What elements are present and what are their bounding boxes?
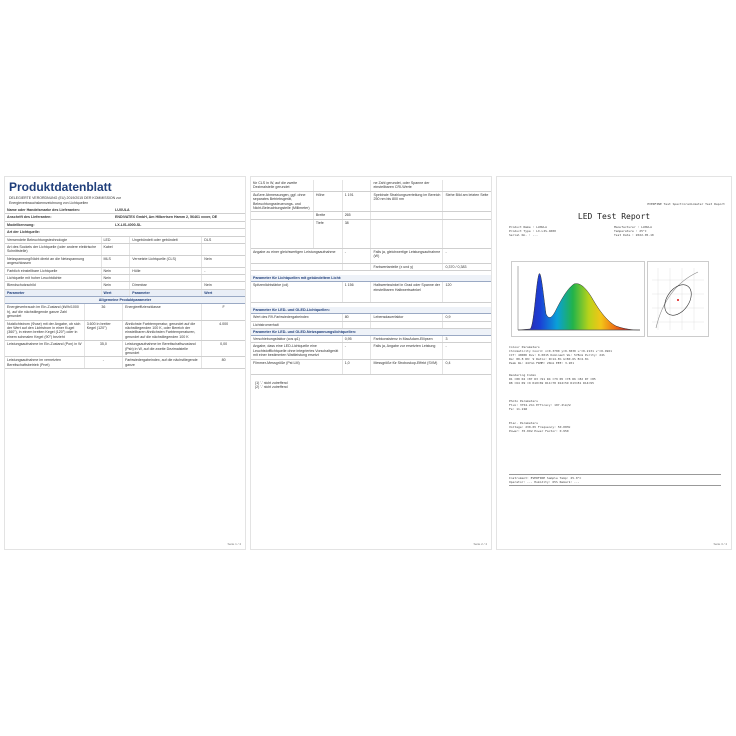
report-footer (509, 473, 721, 487)
info-item: Product Name : LUXULA (509, 225, 547, 229)
param-name: Äußere Abmessungen, ggf. ohne separates Betriebsgerät, Beleuchtungssteuerungs- und Nicht-Beleuchtungsteile (Millimeter) (251, 191, 313, 212)
table-row (251, 249, 491, 264)
param-name: Leistungsaufnahme im Ein-Zustand (Pon) in W (5, 341, 84, 357)
param-name: Halbwertswinkel in Grad oder Spanne der einstellbaren Halbwertswinkel (371, 282, 443, 303)
regulation-line: DELEGIERTE VERORDNUNG (EU) 2019/2015 DER KOMMISSION zur (9, 196, 121, 200)
regulation-line: Energieverbrauchskennzeichnung von Lichtquellen (9, 200, 89, 205)
param-name: Lichtstromerhalt (251, 321, 342, 328)
param-name: Höhe (313, 191, 342, 212)
param-name: Angabe zu einer gleichwertigen Leistungsaufnahme (251, 249, 342, 264)
elec-params-block (509, 421, 721, 433)
param-name (371, 212, 443, 219)
table-row (5, 282, 245, 289)
param-value: - (342, 343, 371, 359)
param-value: 0,4 (443, 359, 491, 374)
param-value (342, 321, 371, 328)
param-value: 1 156 (342, 282, 371, 303)
param-name: Falls ja, gleichwertige Leistungsaufnahme (W) (371, 249, 443, 264)
colour-params-block (509, 345, 721, 365)
table-row (5, 275, 245, 282)
param-name (251, 219, 313, 248)
divider (509, 474, 721, 475)
param-value: Nein (202, 255, 245, 267)
param-value: Siehe Bild am letzten Seite (443, 191, 491, 212)
param-value: - (84, 357, 122, 369)
param-name: Energieverbrauch im Ein-Zustand (kWh/1000 h), auf die nächstliegende ganze Zahl gerundet (5, 304, 84, 320)
test-report-page (496, 176, 732, 550)
cie-chart (647, 261, 709, 337)
param-line: R8 =64 R9 =9 R10=69 R11=78 R12=59 R13=81 R14=95 (509, 381, 594, 385)
param-name: Falls ja, Angabe zur ersetzten Leistung (371, 343, 443, 359)
param-value: 1 191 (342, 191, 371, 212)
info-item: Temperature : 25°C (614, 229, 647, 233)
param-value: 35,0 (84, 341, 122, 357)
param-line: Ra: 80.8 R9: 9 Ratio: R=14.8% G=80.6% B=4.6% (509, 357, 589, 361)
supplier-label: Art der Lichtquelle: (5, 229, 113, 236)
param-line: Fe: 11.22W (509, 407, 528, 411)
param-line: Peak WL: 447nm FWHM: 20nm EEE: 3.201 (509, 361, 575, 365)
section-title: Rendering Index (509, 373, 537, 377)
param-value: 4.000 (202, 320, 245, 341)
param-value: MLS (101, 255, 130, 267)
light-source-type-table (5, 237, 245, 298)
led-table (251, 314, 491, 329)
param-value: 0,00 (202, 341, 245, 357)
section-title: Allgemeine Produktparameter (5, 297, 245, 304)
datasheet-page-1 (4, 176, 246, 550)
col-header: Wert (202, 289, 245, 296)
param-name: Spektrale Strahlungsverteilung im Bereich 250 nm bis 800 nm (371, 191, 443, 212)
table-row (5, 244, 245, 256)
param-name: Energieeffizienzklasse (123, 304, 202, 320)
param-value: 3.600 in breiter Kegel (120°) (84, 320, 122, 341)
supplier-value: LUXULA (113, 207, 245, 214)
param-name: Lichtquelle mit hoher Leuchtdichte (5, 275, 101, 282)
param-header-row (5, 289, 245, 296)
param-name: Farbwiedergabeindex, auf die nächstliegende ganze (123, 357, 202, 369)
param-name: Blendschutzschild (5, 282, 101, 289)
section-title: Parameter für Lichtquellen mit gebündeltem Licht: (251, 275, 491, 282)
param-name: Ähnlichste Farbtemperatur, gerundet auf die nächstliegenden 100 K, oder Bereich der einstellbaren ähnlichsten Farbtemperaturen, gerundet auf die nächstliegenden 100 K (123, 320, 202, 341)
table-row (251, 282, 491, 303)
param-value: Nein (101, 282, 130, 289)
param-value (443, 180, 491, 191)
info-item: Manufacturer : LUXULA (614, 225, 652, 229)
param-value: LED (101, 237, 130, 244)
param-name: Flimmer-Messgröße (Pst LM) (251, 359, 342, 374)
param-name: Verwendete Beleuchtungstechnologie (5, 237, 101, 244)
param-value (342, 263, 371, 270)
param-name (371, 219, 443, 248)
mains-table (251, 336, 491, 375)
param-name: Breite (313, 212, 342, 219)
param-line: R1 =80 R2 =87 R3 =91 R4 =79 R5 =78 R6 =82 R7 =85 (509, 377, 596, 381)
info-item: Product Type : LX-LIS-4000 (509, 229, 556, 233)
supplier-label: Anschrift des Lieferanten: (5, 214, 113, 221)
param-line: CCT: 4000K Duv: 0.0015 Dominant WL: 578nm Purity: 24% (509, 353, 605, 357)
table-row (251, 314, 491, 321)
supplier-value: ENDIVATEX GmbH, Am Hilbertsen Hamm 2, 56461 xxxer, DE (113, 214, 245, 221)
param-value (342, 180, 371, 191)
continuation-table (251, 180, 491, 249)
table-row (251, 336, 491, 343)
param-value: DLS (202, 237, 245, 244)
param-line: Flux: 3754.2lm Efficacy: 107.2lm/W (509, 403, 571, 407)
equivalent-power-table (251, 249, 491, 271)
table-row (251, 212, 491, 219)
param-value (202, 244, 245, 256)
table-row (5, 341, 245, 357)
param-value: - (443, 343, 491, 359)
table-row (5, 255, 245, 267)
param-name: Angabe, dass eine LED-Lichtquelle eine Leuchtstofflichtquelle ohne integriertes Vorschaltgerät mit einer bestimmten Wattleistung ersetzt (251, 343, 342, 359)
supplier-table (5, 207, 245, 237)
param-value (202, 275, 245, 282)
param-value: 38 (342, 219, 371, 248)
datasheet-page-2 (250, 176, 492, 550)
param-value: 0,95 (342, 336, 371, 343)
param-value: - (202, 267, 245, 274)
param-value (443, 219, 491, 248)
param-name: Farbkonsistenz in MacAdam-Ellipsen (371, 336, 443, 343)
spectrum-chart (511, 261, 645, 337)
info-item: Test Date : 2022-05-10 (614, 233, 654, 237)
param-value: Nein (101, 275, 130, 282)
report-info (509, 225, 719, 237)
param-name: Wert des R9-Farbwiedergabeindex (251, 314, 342, 321)
page-title: Produktdatenblatt (9, 180, 112, 194)
table-row (251, 219, 491, 248)
param-name: Tiefe (313, 219, 342, 248)
footer-line: Instrument: EVERFINE Sample Temp: 25.0°C (509, 476, 582, 480)
col-header: Wert (101, 289, 130, 296)
section-title: Parameter für LED- und OLED-Lichtquellen: (251, 307, 491, 314)
param-name: Ungebündelt oder gebündelt (130, 237, 202, 244)
param-name: Dimmbar (130, 282, 202, 289)
param-value: - (342, 249, 371, 264)
param-name: Nutzlichtstrom (Φuse) mit der Angabe, ob sich der Wert auf den Lichtstrom in einer Kugel (360°), in einem breiten Kegel (120°) oder in einem schmalen Kegel (90°) bezieht (5, 320, 84, 341)
param-name: Hülle (130, 267, 202, 274)
param-value: 265 (342, 212, 371, 219)
section-title: Elec. Parameters (509, 421, 538, 425)
param-name (130, 244, 202, 256)
supplier-value: LX-LIS-4000-SL (113, 221, 245, 228)
directional-table (251, 282, 491, 303)
param-value: 36 (84, 304, 122, 320)
param-value (443, 321, 491, 328)
table-row (251, 263, 491, 270)
param-line: Voltage: 230.0V Frequency: 50.00Hz (509, 425, 571, 429)
footer-line: Operator: --- Humidity: 65% Remark: --- (509, 480, 580, 484)
info-item: Serial No. : --- (509, 233, 538, 237)
param-name: Verschiebungsfaktor (cos φ1) (251, 336, 342, 343)
param-name: ne Zahl gerundet, oder Spanne der einstellbaren CRI-Werte (371, 180, 443, 191)
footnote: (2) '-' nicht zutreffend (255, 385, 288, 390)
param-name (251, 212, 313, 219)
param-name: Art des Sockels der Lichtquelle (oder andere elektrische Schnittstelle) (5, 244, 101, 256)
param-value: 3 (443, 336, 491, 343)
supplier-label: Name oder Handelsmarke des Lieferanten: (5, 207, 113, 214)
param-name (130, 275, 202, 282)
param-name: Farblich einstellbare Lichtquelle (5, 267, 101, 274)
spectrum-svg (512, 262, 644, 336)
table-row (5, 320, 245, 341)
param-value: Nein (101, 267, 130, 274)
param-value: 120 (443, 282, 491, 303)
param-value: 0,9 (443, 314, 491, 321)
param-line: Chromaticity Coord: x=0.3700 y=0.3830 u'=0.2131 v'=0.4961 (509, 349, 612, 353)
table-row (251, 180, 491, 191)
cie-svg (648, 262, 708, 336)
param-name: Netzspannung/Nicht direkt an die Netzspannung angeschlossen (5, 255, 101, 267)
report-header: EVERFINE Test Spectroradiometer Test Report (647, 202, 725, 206)
param-name: Lebensdauerfaktor (371, 314, 443, 321)
param-name: Vernetzte Lichtquelle (CLS) (130, 255, 202, 267)
page-number: Seite 1 / 4 (227, 542, 241, 546)
param-value (313, 180, 342, 191)
section-title: Parameter für LED- und OLED-Netzspannungslichtquellen: (251, 329, 491, 336)
footnote: (1) '-' nicht zutreffend (255, 380, 288, 385)
param-name: Messgröße für Stroboskop-Effekt (SVM) (371, 359, 443, 374)
supplier-value (113, 229, 245, 236)
section-title: Colour Parameters (509, 345, 540, 349)
divider (509, 485, 721, 486)
param-value (443, 212, 491, 219)
param-value: 80 (342, 314, 371, 321)
general-params-table (5, 304, 245, 369)
param-name: Leistungsaufnahme im vernetzten Bereitschaftsbetrieb (Pnet) (5, 357, 84, 369)
table-row (5, 304, 245, 320)
col-header: Parameter (130, 289, 202, 296)
table-row (5, 267, 245, 274)
table-row (251, 343, 491, 359)
param-value: Kabel (101, 244, 130, 256)
report-title: LED Test Report (577, 212, 651, 221)
table-row (251, 321, 491, 328)
page-number: Seite 3 / 4 (713, 542, 727, 546)
supplier-label: Modellkennung: (5, 221, 113, 228)
param-value: 80 (202, 357, 245, 369)
param-name: Leistungsaufnahme im Bereitschaftszustand (Psb) in W, auf die zweite Dezimalstelle gerundet (123, 341, 202, 357)
param-value: F (202, 304, 245, 320)
param-value: 1,0 (342, 359, 371, 374)
param-name (251, 263, 342, 270)
table-row (251, 191, 491, 212)
param-name: Spitzenlichtstärke (cd) (251, 282, 342, 303)
param-name: Farbwertanteile (x und y) (371, 263, 443, 270)
param-value: Nein (202, 282, 245, 289)
photo-params-block (509, 399, 721, 411)
table-row (251, 359, 491, 374)
col-header: Parameter (5, 289, 101, 296)
param-line: Power: 35.01W Power Factor: 0.950 (509, 429, 569, 433)
page-number: Seite 2 / 4 (473, 542, 487, 546)
param-value: 0,370 / 0,383 (443, 263, 491, 270)
table-row (5, 237, 245, 244)
param-value: - (443, 249, 491, 264)
section-title: Photo Parameters (509, 399, 538, 403)
table-row (5, 357, 245, 369)
render-index-block (509, 373, 721, 385)
param-name: für CLS in W, auf die zweite Dezimalstelle gerundet (251, 180, 313, 191)
param-name (371, 321, 443, 328)
chromaticity-point (677, 299, 679, 301)
